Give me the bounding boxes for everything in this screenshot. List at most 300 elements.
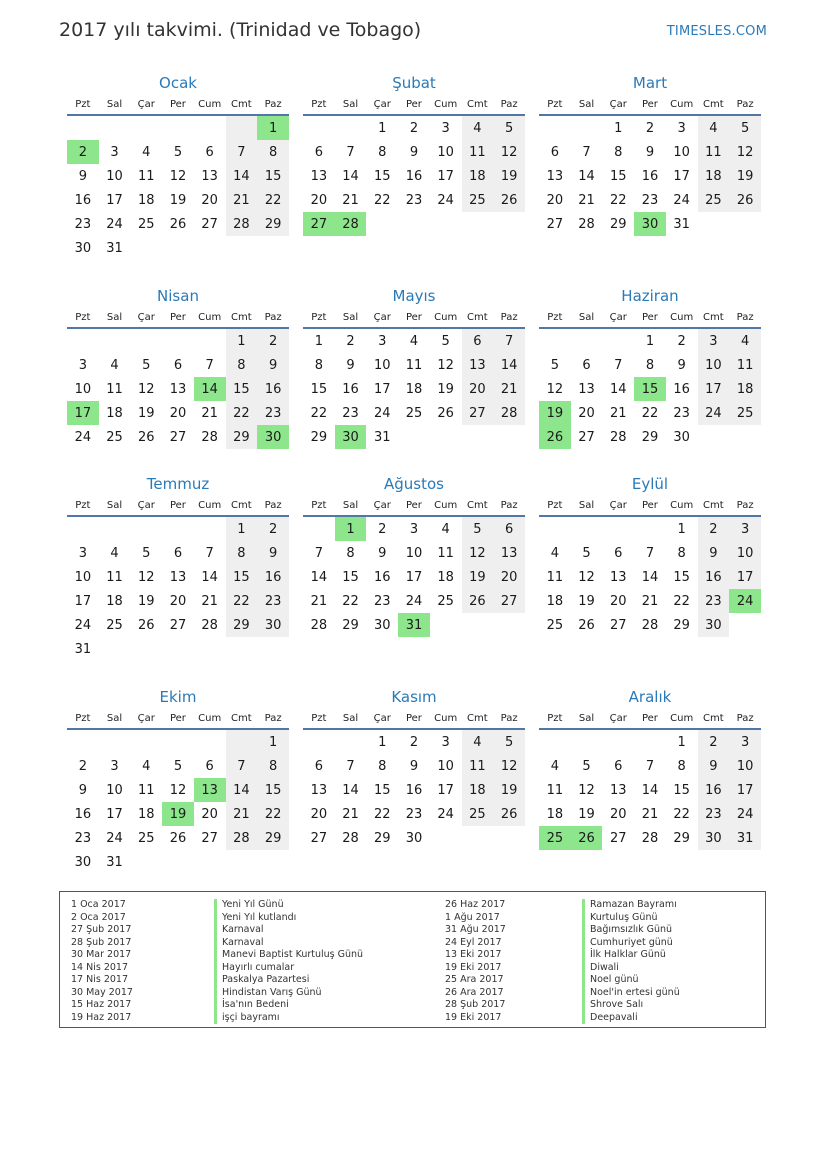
day-cell[interactable]: 16 <box>405 782 423 798</box>
day-cell[interactable]: 23 <box>74 216 92 232</box>
day-cell[interactable]: 5 <box>550 357 559 373</box>
day-cell[interactable]: 24 <box>106 830 123 846</box>
day-cell[interactable]: 8 <box>378 758 387 774</box>
day-cell[interactable]: 27 <box>169 617 187 633</box>
day-cell[interactable]: 11 <box>106 381 123 397</box>
day-cell[interactable]: 21 <box>342 192 359 208</box>
day-cell[interactable]: 16 <box>257 377 289 401</box>
day-cell[interactable]: 14 <box>226 164 258 188</box>
day-cell[interactable]: 22 <box>373 192 391 208</box>
day-cell[interactable]: 17 <box>673 168 690 184</box>
day-cell[interactable]: 29 <box>257 826 289 850</box>
day-cell[interactable]: 10 <box>698 353 730 377</box>
day-cell[interactable]: 22 <box>310 405 328 421</box>
day-cell[interactable]: 10 <box>74 381 92 397</box>
day-cell[interactable]: 30 <box>373 617 391 633</box>
day-cell[interactable]: 19 <box>493 778 525 802</box>
day-cell[interactable]: 4 <box>462 729 494 754</box>
day-cell[interactable]: 15 <box>257 164 289 188</box>
day-cell[interactable]: 4 <box>110 545 119 561</box>
day-cell[interactable]: 9 <box>346 357 355 373</box>
day-cell[interactable]: 17 <box>106 806 123 822</box>
day-cell[interactable]: 12 <box>137 569 155 585</box>
day-cell[interactable]: 27 <box>546 216 564 232</box>
day-cell[interactable]: 10 <box>373 357 391 373</box>
day-cell[interactable]: 27 <box>201 830 218 846</box>
day-cell[interactable]: 17 <box>698 377 730 401</box>
day-cell[interactable]: 6 <box>582 357 591 373</box>
day-cell[interactable]: 7 <box>314 545 323 561</box>
day-cell[interactable]: 27 <box>578 429 595 445</box>
day-cell[interactable]: 7 <box>226 754 258 778</box>
day-cell[interactable]: 18 <box>137 192 155 208</box>
day-cell[interactable]: 12 <box>493 140 525 164</box>
day-cell[interactable]: 31 <box>106 854 123 870</box>
day-cell[interactable]: 10 <box>673 144 690 160</box>
day-cell[interactable]: 3 <box>729 516 761 541</box>
day-cell[interactable]: 15 <box>226 565 258 589</box>
day-cell[interactable]: 18 <box>137 806 155 822</box>
day-cell[interactable]: 28 <box>609 429 627 445</box>
day-cell[interactable]: 9 <box>78 168 87 184</box>
day-cell[interactable]: 27 <box>493 589 525 613</box>
day-cell[interactable]: 2 <box>645 120 655 136</box>
day-cell[interactable]: 30 <box>257 425 289 449</box>
day-cell[interactable]: 15 <box>373 168 391 184</box>
day-cell[interactable]: 12 <box>578 782 595 798</box>
day-cell[interactable]: 26 <box>493 188 525 212</box>
day-cell[interactable]: 12 <box>437 357 454 373</box>
day-cell[interactable]: 19 <box>437 381 454 397</box>
day-cell[interactable]: 1 <box>226 516 258 541</box>
day-cell[interactable]: 21 <box>342 806 359 822</box>
day-cell[interactable]: 14 <box>641 569 659 585</box>
day-cell[interactable]: 30 <box>673 429 690 445</box>
day-cell[interactable]: 21 <box>201 405 218 421</box>
day-cell[interactable]: 14 <box>310 569 328 585</box>
day-cell[interactable]: 16 <box>641 168 659 184</box>
day-cell[interactable]: 15 <box>257 778 289 802</box>
day-cell[interactable]: 24 <box>106 216 123 232</box>
day-cell[interactable]: 24 <box>729 589 761 613</box>
day-cell[interactable]: 13 <box>546 168 564 184</box>
day-cell[interactable]: 18 <box>729 377 761 401</box>
day-cell[interactable]: 13 <box>578 381 595 397</box>
day-cell[interactable]: 31 <box>106 240 123 256</box>
day-cell[interactable]: 21 <box>226 188 258 212</box>
day-cell[interactable]: 6 <box>493 516 525 541</box>
day-cell[interactable]: 29 <box>609 216 627 232</box>
day-cell[interactable]: 16 <box>698 565 730 589</box>
day-cell[interactable]: 11 <box>546 782 564 798</box>
day-cell[interactable]: 10 <box>405 545 423 561</box>
day-cell[interactable]: 14 <box>641 782 659 798</box>
day-cell[interactable]: 29 <box>226 613 258 637</box>
day-cell[interactable]: 21 <box>493 377 525 401</box>
day-cell[interactable]: 20 <box>609 593 627 609</box>
day-cell[interactable]: 30 <box>634 212 666 236</box>
day-cell[interactable]: 28 <box>201 617 218 633</box>
day-cell[interactable]: 4 <box>729 328 761 353</box>
day-cell[interactable]: 1 <box>677 521 686 537</box>
day-cell[interactable]: 4 <box>698 115 730 140</box>
day-cell[interactable]: 12 <box>462 541 494 565</box>
day-cell[interactable]: 9 <box>257 541 289 565</box>
day-cell[interactable]: 25 <box>546 617 564 633</box>
day-cell[interactable]: 11 <box>546 569 564 585</box>
day-cell[interactable]: 2 <box>346 333 355 349</box>
day-cell[interactable]: 2 <box>257 328 289 353</box>
day-cell[interactable]: 5 <box>729 115 761 140</box>
day-cell[interactable]: 16 <box>698 778 730 802</box>
day-cell[interactable]: 12 <box>169 168 187 184</box>
day-cell[interactable]: 26 <box>169 216 187 232</box>
day-cell[interactable]: 29 <box>226 425 258 449</box>
day-cell[interactable]: 15 <box>673 782 690 798</box>
day-cell[interactable]: 12 <box>169 782 187 798</box>
day-cell[interactable]: 19 <box>729 164 761 188</box>
day-cell[interactable]: 27 <box>609 830 627 846</box>
day-cell[interactable]: 30 <box>257 613 289 637</box>
day-cell[interactable]: 23 <box>698 802 730 826</box>
day-cell[interactable]: 24 <box>729 802 761 826</box>
day-cell[interactable]: 18 <box>405 381 423 397</box>
day-cell[interactable]: 7 <box>645 545 655 561</box>
day-cell[interactable]: 13 <box>201 168 218 184</box>
day-cell[interactable]: 1 <box>226 328 258 353</box>
day-cell[interactable]: 28 <box>201 429 218 445</box>
day-cell[interactable]: 3 <box>729 729 761 754</box>
day-cell[interactable]: 24 <box>437 192 454 208</box>
day-cell[interactable]: 18 <box>546 593 564 609</box>
day-cell[interactable]: 5 <box>173 758 183 774</box>
day-cell[interactable]: 8 <box>314 357 323 373</box>
day-cell[interactable]: 27 <box>169 429 187 445</box>
day-cell[interactable]: 13 <box>169 569 187 585</box>
day-cell[interactable]: 8 <box>378 144 387 160</box>
day-cell[interactable]: 21 <box>310 593 328 609</box>
day-cell[interactable]: 4 <box>550 758 559 774</box>
day-cell[interactable]: 29 <box>342 617 359 633</box>
day-cell[interactable]: 13 <box>169 381 187 397</box>
day-cell[interactable]: 31 <box>398 613 430 637</box>
day-cell[interactable]: 8 <box>677 758 686 774</box>
day-cell[interactable]: 5 <box>582 758 591 774</box>
day-cell[interactable]: 22 <box>373 806 391 822</box>
day-cell[interactable]: 31 <box>373 429 391 445</box>
day-cell[interactable]: 27 <box>310 830 328 846</box>
day-cell[interactable]: 3 <box>441 734 450 750</box>
day-cell[interactable]: 28 <box>493 401 525 425</box>
day-cell[interactable]: 13 <box>609 569 627 585</box>
day-cell[interactable]: 13 <box>609 782 627 798</box>
day-cell[interactable]: 17 <box>67 401 99 425</box>
day-cell[interactable]: 3 <box>409 521 419 537</box>
day-cell[interactable]: 28 <box>342 830 359 846</box>
day-cell[interactable]: 5 <box>493 115 525 140</box>
day-cell[interactable]: 2 <box>257 516 289 541</box>
day-cell[interactable]: 15 <box>609 168 627 184</box>
day-cell[interactable]: 30 <box>405 830 423 846</box>
day-cell[interactable]: 29 <box>257 212 289 236</box>
day-cell[interactable]: 10 <box>106 782 123 798</box>
day-cell[interactable]: 19 <box>169 192 187 208</box>
day-cell[interactable]: 13 <box>310 782 328 798</box>
day-cell[interactable]: 28 <box>641 830 659 846</box>
day-cell[interactable]: 25 <box>137 830 155 846</box>
day-cell[interactable]: 11 <box>698 140 730 164</box>
day-cell[interactable]: 2 <box>698 729 730 754</box>
day-cell[interactable]: 2 <box>677 333 686 349</box>
day-cell[interactable]: 28 <box>226 212 258 236</box>
day-cell[interactable]: 27 <box>201 216 218 232</box>
day-cell[interactable]: 7 <box>346 144 355 160</box>
day-cell[interactable]: 1 <box>645 333 655 349</box>
day-cell[interactable]: 3 <box>78 545 87 561</box>
day-cell[interactable]: 29 <box>673 830 690 846</box>
day-cell[interactable]: 19 <box>162 802 194 826</box>
day-cell[interactable]: 19 <box>578 593 595 609</box>
day-cell[interactable]: 6 <box>550 144 559 160</box>
day-cell[interactable]: 27 <box>462 401 494 425</box>
day-cell[interactable]: 8 <box>226 353 258 377</box>
day-cell[interactable]: 26 <box>437 405 454 421</box>
day-cell[interactable]: 24 <box>373 405 391 421</box>
day-cell[interactable]: 20 <box>169 593 187 609</box>
day-cell[interactable]: 3 <box>698 328 730 353</box>
day-cell[interactable]: 4 <box>142 144 151 160</box>
day-cell[interactable]: 21 <box>641 593 659 609</box>
day-cell[interactable]: 11 <box>729 353 761 377</box>
day-cell[interactable]: 14 <box>226 778 258 802</box>
day-cell[interactable]: 12 <box>137 381 155 397</box>
day-cell[interactable]: 25 <box>437 593 454 609</box>
day-cell[interactable]: 8 <box>677 545 686 561</box>
day-cell[interactable]: 8 <box>346 545 355 561</box>
day-cell[interactable]: 26 <box>462 589 494 613</box>
day-cell[interactable]: 6 <box>314 758 323 774</box>
day-cell[interactable]: 7 <box>645 758 655 774</box>
day-cell[interactable]: 11 <box>137 782 155 798</box>
day-cell[interactable]: 29 <box>373 830 391 846</box>
day-cell[interactable]: 15 <box>373 782 391 798</box>
day-cell[interactable]: 3 <box>78 357 87 373</box>
day-cell[interactable]: 20 <box>462 377 494 401</box>
day-cell[interactable]: 9 <box>257 353 289 377</box>
day-cell[interactable]: 7 <box>493 328 525 353</box>
day-cell[interactable]: 11 <box>437 545 454 561</box>
day-cell[interactable]: 29 <box>310 429 328 445</box>
day-cell[interactable]: 7 <box>346 758 355 774</box>
day-cell[interactable]: 16 <box>74 192 92 208</box>
day-cell[interactable]: 30 <box>698 613 730 637</box>
day-cell[interactable]: 25 <box>729 401 761 425</box>
day-cell[interactable]: 30 <box>74 854 92 870</box>
day-cell[interactable]: 9 <box>78 782 87 798</box>
day-cell[interactable]: 17 <box>373 381 391 397</box>
day-cell[interactable]: 15 <box>342 569 359 585</box>
day-cell[interactable]: 1 <box>378 734 387 750</box>
day-cell[interactable]: 23 <box>342 405 359 421</box>
day-cell[interactable]: 24 <box>673 192 690 208</box>
day-cell[interactable]: 19 <box>137 405 155 421</box>
day-cell[interactable]: 9 <box>645 144 655 160</box>
day-cell[interactable]: 11 <box>405 357 423 373</box>
day-cell[interactable]: 2 <box>67 140 99 164</box>
day-cell[interactable]: 19 <box>493 164 525 188</box>
day-cell[interactable]: 26 <box>137 617 155 633</box>
day-cell[interactable]: 15 <box>226 377 258 401</box>
day-cell[interactable]: 2 <box>78 758 87 774</box>
day-cell[interactable]: 3 <box>441 120 450 136</box>
day-cell[interactable]: 17 <box>729 778 761 802</box>
day-cell[interactable]: 24 <box>405 593 423 609</box>
day-cell[interactable]: 6 <box>614 758 623 774</box>
day-cell[interactable]: 11 <box>106 569 123 585</box>
day-cell[interactable]: 21 <box>201 593 218 609</box>
day-cell[interactable]: 27 <box>303 212 335 236</box>
day-cell[interactable]: 17 <box>437 782 454 798</box>
day-cell[interactable]: 23 <box>673 405 690 421</box>
day-cell[interactable]: 18 <box>698 164 730 188</box>
day-cell[interactable]: 21 <box>641 806 659 822</box>
day-cell[interactable]: 7 <box>582 144 591 160</box>
day-cell[interactable]: 22 <box>226 401 258 425</box>
day-cell[interactable]: 2 <box>698 516 730 541</box>
day-cell[interactable]: 21 <box>226 802 258 826</box>
day-cell[interactable]: 13 <box>493 541 525 565</box>
day-cell[interactable]: 5 <box>173 144 183 160</box>
day-cell[interactable]: 16 <box>673 381 690 397</box>
day-cell[interactable]: 20 <box>609 806 627 822</box>
day-cell[interactable]: 4 <box>142 758 151 774</box>
day-cell[interactable]: 5 <box>441 333 450 349</box>
day-cell[interactable]: 26 <box>539 425 571 449</box>
day-cell[interactable]: 1 <box>378 120 387 136</box>
day-cell[interactable]: 22 <box>641 405 659 421</box>
day-cell[interactable]: 17 <box>74 593 92 609</box>
day-cell[interactable]: 20 <box>310 806 328 822</box>
day-cell[interactable]: 20 <box>310 192 328 208</box>
day-cell[interactable]: 10 <box>106 168 123 184</box>
day-cell[interactable]: 22 <box>342 593 359 609</box>
day-cell[interactable]: 10 <box>729 754 761 778</box>
day-cell[interactable]: 25 <box>106 429 123 445</box>
day-cell[interactable]: 17 <box>729 565 761 589</box>
day-cell[interactable]: 13 <box>310 168 328 184</box>
day-cell[interactable]: 31 <box>673 216 690 232</box>
day-cell[interactable]: 17 <box>405 569 423 585</box>
day-cell[interactable]: 25 <box>698 188 730 212</box>
day-cell[interactable]: 4 <box>441 521 450 537</box>
day-cell[interactable]: 3 <box>110 758 119 774</box>
day-cell[interactable]: 7 <box>205 545 214 561</box>
day-cell[interactable]: 26 <box>729 188 761 212</box>
day-cell[interactable]: 11 <box>137 168 155 184</box>
day-cell[interactable]: 20 <box>169 405 187 421</box>
day-cell[interactable]: 3 <box>110 144 119 160</box>
day-cell[interactable]: 14 <box>342 168 359 184</box>
day-cell[interactable]: 5 <box>462 516 494 541</box>
day-cell[interactable]: 10 <box>437 758 454 774</box>
day-cell[interactable]: 8 <box>645 357 655 373</box>
day-cell[interactable]: 5 <box>142 357 151 373</box>
day-cell[interactable]: 9 <box>677 357 686 373</box>
day-cell[interactable]: 1 <box>614 120 623 136</box>
day-cell[interactable]: 8 <box>226 541 258 565</box>
day-cell[interactable]: 1 <box>677 734 686 750</box>
day-cell[interactable]: 22 <box>257 802 289 826</box>
day-cell[interactable]: 16 <box>257 565 289 589</box>
day-cell[interactable]: 11 <box>462 140 494 164</box>
day-cell[interactable]: 15 <box>634 377 666 401</box>
day-cell[interactable]: 2 <box>409 734 419 750</box>
day-cell[interactable]: 19 <box>462 565 494 589</box>
day-cell[interactable]: 14 <box>578 168 595 184</box>
day-cell[interactable]: 2 <box>378 521 387 537</box>
day-cell[interactable]: 4 <box>409 333 419 349</box>
day-cell[interactable]: 23 <box>257 401 289 425</box>
day-cell[interactable]: 7 <box>205 357 214 373</box>
day-cell[interactable]: 1 <box>314 333 323 349</box>
day-cell[interactable]: 26 <box>137 429 155 445</box>
day-cell[interactable]: 27 <box>609 617 627 633</box>
day-cell[interactable]: 12 <box>493 754 525 778</box>
day-cell[interactable]: 6 <box>314 144 323 160</box>
day-cell[interactable]: 6 <box>205 758 214 774</box>
day-cell[interactable]: 12 <box>729 140 761 164</box>
day-cell[interactable]: 28 <box>226 826 258 850</box>
day-cell[interactable]: 17 <box>106 192 123 208</box>
day-cell[interactable]: 14 <box>493 353 525 377</box>
day-cell[interactable]: 18 <box>546 806 564 822</box>
day-cell[interactable]: 25 <box>462 802 494 826</box>
day-cell[interactable]: 28 <box>641 617 659 633</box>
day-cell[interactable]: 18 <box>437 569 454 585</box>
day-cell[interactable]: 15 <box>673 569 690 585</box>
day-cell[interactable]: 24 <box>74 617 92 633</box>
day-cell[interactable]: 18 <box>106 405 123 421</box>
day-cell[interactable]: 24 <box>698 401 730 425</box>
day-cell[interactable]: 11 <box>462 754 494 778</box>
day-cell[interactable]: 20 <box>578 405 595 421</box>
day-cell[interactable]: 24 <box>437 806 454 822</box>
day-cell[interactable]: 26 <box>578 617 595 633</box>
day-cell[interactable]: 29 <box>641 429 659 445</box>
day-cell[interactable]: 22 <box>673 593 690 609</box>
day-cell[interactable]: 6 <box>614 545 623 561</box>
day-cell[interactable]: 6 <box>205 144 214 160</box>
day-cell[interactable]: 25 <box>462 188 494 212</box>
day-cell[interactable]: 26 <box>571 826 603 850</box>
day-cell[interactable]: 30 <box>698 826 730 850</box>
day-cell[interactable]: 28 <box>578 216 595 232</box>
day-cell[interactable]: 13 <box>462 353 494 377</box>
day-cell[interactable]: 30 <box>335 425 367 449</box>
day-cell[interactable]: 9 <box>698 754 730 778</box>
day-cell[interactable]: 19 <box>539 401 571 425</box>
day-cell[interactable]: 23 <box>698 589 730 613</box>
day-cell[interactable]: 31 <box>74 641 92 657</box>
day-cell[interactable]: 21 <box>609 405 627 421</box>
day-cell[interactable]: 5 <box>142 545 151 561</box>
day-cell[interactable]: 19 <box>578 806 595 822</box>
day-cell[interactable]: 3 <box>378 333 387 349</box>
day-cell[interactable]: 26 <box>169 830 187 846</box>
day-cell[interactable]: 20 <box>493 565 525 589</box>
day-cell[interactable]: 6 <box>173 357 183 373</box>
day-cell[interactable]: 15 <box>310 381 328 397</box>
